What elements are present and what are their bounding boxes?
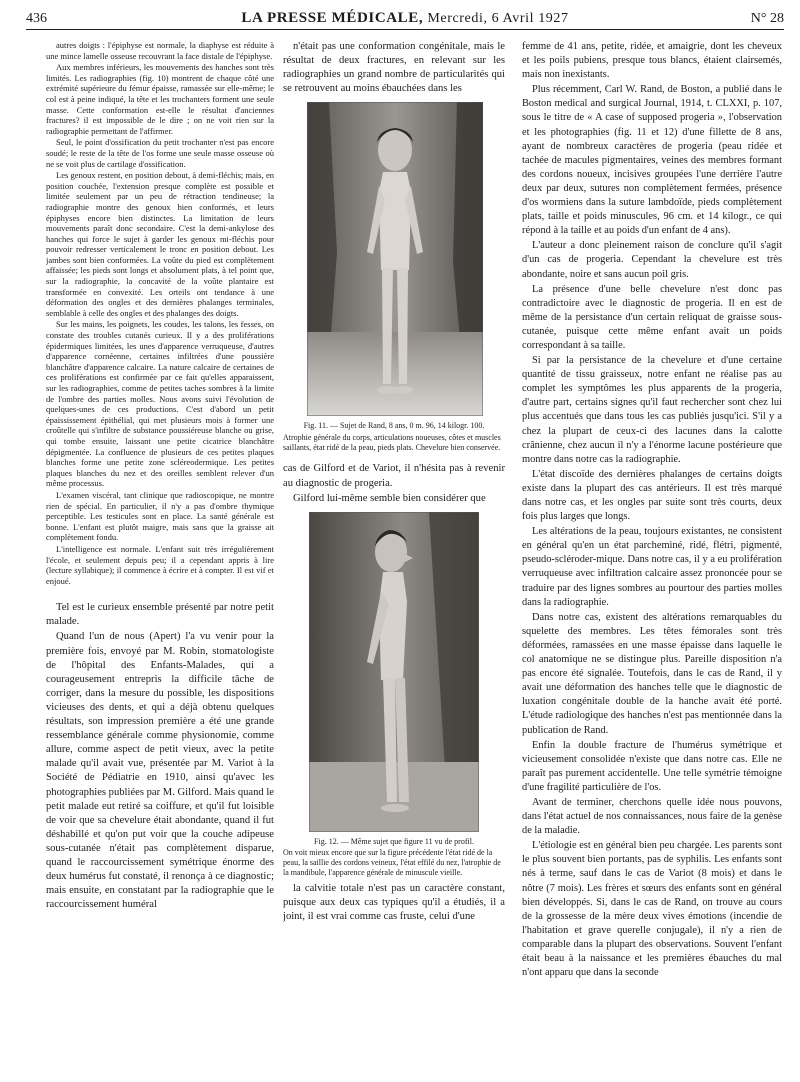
paragraph: Avant de terminer, cherchons quelle idée nous pouvons, dans l'état actuel de nos connaissances, nous faire de la genèse de la maladie. [522, 796, 782, 837]
paragraph: n'était pas une conformation congénitale, mais le résultat de deux fractures, en relevant sur les radiographies un grand nombre de particularités qui se retrouvent au moins ébauchées dans les [283, 41, 505, 95]
paragraph: Enfin la double fracture de l'humérus symétrique et vicieusement consolidée n'existe que dans notre cas. Elle ne paraît pas purement accidentelle. Une telle symétrie témoigne d'une fragilité particulière de l'os. [522, 739, 782, 793]
figure-11-description: Atrophie générale du corps, articulations noueuses, côtes et muscles saillants, état ridé de la peau, pieds plats. Chevelure bien conservée. [283, 433, 501, 452]
profile-child-photo [309, 512, 479, 832]
paragraph: Les genoux restent, en position debout, à demi-fléchis; mais, en position couchée, l'extension presque complète est possible et limitée seulement par un peu de rétraction tendineuse; la radiographie montre des genoux bien conformés, et leurs épiphyses encore bien distinctes. La limitation de leurs mouvements paraît donc secondaire. C'est la demi-ankylose des hanches qui force le sujet à garder les genoux mi-fléchis pour pouvoir redresser verticalement le tronc en position debout. Les jambes sont bien conformées. La voûte du pied est complètement affaissée; les pieds sont longs et absolument plats, à tel point que, sur la radiographie, la concavité de la voûte plantaire est transformée en convexité. Les orteils ont tendance à une déformation des ongles et des dernières phalanges terminales, semblable à celle des ongles et des phalanges des doigts. [46, 170, 274, 318]
paragraph: L'examen viscéral, tant clinique que radioscopique, ne montre rien de spécial. En particulier, il n'y a pas d'ombre thymique perceptible. Les testicules sont en place. La santé générale est bonne. L'enfant est plutôt maigre, mais sans que la graisse ait complètement fondu. [46, 489, 274, 543]
paragraph: Si par la persistance de la chevelure et d'une certaine quantité de tissu graisseux, notre enfant ne réalise pas au complet les symptômes les plus apparents de la progeria, d'autre part, certains signes qu'il faut rechercher sont chez lui plus accentués que dans tous les cas publiés jusqu'ici. S'il y a chez la plupart de ceux-ci des lacunes dans la calotte crânienne, chez aucun il n'y a l'énorme lacune postérieure que montre dans notre cas la radiographie. [522, 355, 782, 465]
figure-11-photograph [307, 102, 483, 416]
paragraph: Dans notre cas, existent des altérations remarquables du squelette des membres. Les têtes fémorales sont très déformées, ramassées en une masse épaisse dans laquelle le col anatomique ne se distingue plus. Pareille disposition n'a pas encore été signalée. Toutefois, dans le cas de Rand, il y avait une déformation des hanches telle que le diagnostic de luxation congénitale double de la hanche avait été porté. L'étude radiologique des hanches n'est pas mentionnée dans la publication de Rand. [522, 611, 782, 736]
paragraph: L'auteur a donc pleinement raison de conclure qu'il s'agit d'un cas de progeria. Cependant la chevelure est très abondante, noire et sans aucun poil gris. [522, 240, 782, 280]
paragraph: la calvitie totale n'est pas un caractère constant, puisque aux deux cas typiques qu'il a étudiés, il a joint, il est vrai comme cas fruste, celui d'une [283, 882, 505, 922]
column-right [522, 40, 782, 1070]
text-block [283, 462, 505, 505]
paragraph: Tel est le curieux ensemble présenté par notre petit malade. [46, 602, 274, 628]
paragraph: Seul, le point d'ossification du petit trochanter n'est pas encore soudé; le reste de la tête de l'os forme une seule masse osseuse où ne se voit plus de cartilage d'ossification. [46, 137, 274, 169]
column-left [46, 40, 274, 1070]
figure-12-description: On voit mieux encore que sur la figure précédente l'état ridé de la peau, la saillie des cordons veineux, l'état effilé du nez, l'atrophie de la mandibule, l'apparence générale de minuscule vieille. [283, 848, 501, 877]
paragraph: Les altérations de la peau, toujours existantes, ne consistent en général qu'en un état parcheminé, ridé, flétri, pigmenté, pseudo-scléroder-mique. Dans notre cas, il y a eu prolifération verruqueuse avec infiltration calcaire assez prononcée pour se traduire par des lignes sombres au pourtour des parties molles dans la radiographie. [522, 526, 782, 608]
paragraph: La présence d'une belle chevelure n'est donc pas contradictoire avec le diagnostic de progeria. Il en est de même de la persistance d'un certain reliquat de graisse sous-cutanée, puisque cette même enfant avait un poids correspondant à sa taille. [522, 283, 782, 351]
issue-number: N° 28 [750, 11, 784, 26]
paragraph: Sur les mains, les poignets, les coudes, les talons, les fesses, on constate des troubles cutanés curieux. Il y a des proliférations épidermiques limitées, les unes d'apparence verruqueuse, d'autres d'apparence cornéenne, certaines infiltrées d'une poussière blanchâtre d'apparence calcaire. La nature calcaire de certaines de ces proliférations est confirmée par ce fait qu'elles apparaissent, sur les radiographies, comme de petites taches sombres à la limite de l'ombre des parties molles. Nous avons suivi l'évolution de quelques-unes de ces productions. C'est d'abord un petit épaississement épithélial, qui met plusieurs mois à former une croûtelle qui s'infiltre de substance poussiéreuse blanche ou grise, qui tombe ensuite, laissant une petite cicatrice blanchâtre dépigmentée. La confluence de plusieurs de ces petites plaques blanches forme une petite zone scléreodermique. Les petites plaques blanches du nez et des oreilles semblent relever d'un même processus. [46, 319, 274, 489]
column-middle [283, 40, 505, 1070]
running-title [26, 10, 784, 27]
case-description [46, 40, 274, 586]
figure-12-photograph [309, 512, 479, 832]
paragraph: Quand l'un de nous (Apert) l'a vu venir pour la première fois, envoyé par M. Robin, stomatologiste de l'hôpital des Enfants-Malades, qui a courageusement entrepris la difficile tâche de corriger, dans la mesure du possible, les dispositions vicieuses des dents, et qui a déjà obtenu quelques résultats, son impression première a été une grande ressemblance générale comme physionomie, comme allure, comme aspect de petit vieux, avec la petite malade qu'il avait vue, présentée par M. Variot à la Société de Pédiatrie en 1910, ainsi qu'avec les photographies publiées par M. Gilford. Mais quand le petit malade eut retiré sa coiffure, et qu'il fut loisible de voir que sa chevelure était abondante, quand il fut déshabillé et qu'on put voir que la couche adipeuse sous-cutanée n'était pas complètement disparue, quand le raccourcissement symétrique énorme des deux humérus fut constaté, il renonça à ce diagnostic; mais ensuite, en constatant par la radiographie que le raccourcissement huméral [46, 631, 274, 911]
paragraph: L'état discoïde des dernières phalanges de certains doigts existe dans la plupart des cas antérieurs. Il est très marqué dans notre cas, et les ongles par suite sont très courts, deux fois plus larges que longs. [522, 468, 782, 523]
issue-date: Mercredi, 6 Avril 1927 [427, 11, 569, 26]
figure-11-title: Fig. 11. — Sujet de Rand, 8 ans, 0 m. 96, 14 kilogr. 100. [303, 421, 485, 431]
paragraph: femme de 41 ans, petite, ridée, et amaigrie, dont les cheveux et les poils pubiens, presque tous blancs, étaient clairsemés, mais non inexistants. [522, 41, 782, 81]
paragraph: L'intelligence est normale. L'enfant suit très irrégulièrement l'école, et seulement depuis peu; il a cependant appris à lire (lecture syllabique); il commence à écrire et à compter. Il est vif et enjoué. [46, 543, 274, 586]
paragraph: autres doigts : l'épiphyse est normale, la diaphyse est réduite à une mince lamelle osseuse recouvrant la face distale de l'épiphyse. [46, 40, 274, 61]
paragraph: L'étiologie est en général bien peu chargée. Les parents sont le plus souvent bien portants, pas de syphilis. Les enfants sont nés à terme, sauf dans le cas de Variot (8 mois) et dans le nôtre (7 mois). Les frères et sœurs des enfants sont en général bien développés. Si, dans le cas de Rand, on trouve au cours de la grossesse de la mère deux vives émotions (incendie de l'habitation et grave querelle conjugale), il n'y a rien de comparable dans la plupart des observations. Souvent l'enfant était beau à la naissance et les premières ébauches du mal n'ont apparu que dans la seconde [522, 840, 782, 979]
paragraph: cas de Gilford et de Variot, il n'hésita pas à revenir au diagnostic de progeria. [283, 463, 505, 489]
figure-12-title: Fig. 12. — Même sujet que figure 11 vu de profil. [314, 836, 474, 846]
page-header [26, 8, 784, 30]
paragraph: Aux membres inférieurs, les mouvements des hanches sont très limités. Les radiographies (fig. 10) montrent de chaque côté une extrémité supérieure du fémur épaisse, ramassée sur elle-même; le col est à peine indiqué, la tête et les trochanters forment une seule masse. Cette conformation est-elle le résultat d'anciennes fractures? il est impossible de le dire ; on ne voit rien sur la radiographie permettant de l'affirmer. [46, 62, 274, 136]
standing-child-photo [307, 102, 483, 416]
figure-11-caption [283, 421, 505, 452]
page-number: 436 [26, 11, 47, 26]
paragraph: Plus récemment, Carl W. Rand, de Boston, a publié dans le Boston medical and surgical Journal, 1914, t. CLXXI, p. 107, sous le titre de « A case of supposed progeria », l'observation et les photographies (fig. 11 et 12) d'une fillette de 8 ans, ayant de nombreux caractères de progeria (peau ridée et tachée de macules pigmentaires, veines des membres formant des cordons noueux, incisives groupées l'une derrière l'autre deux par deux, sutures non complètement fermées, présence d'os wormiens dans la suture lambdoïde, pieds complètement plats, taille et poids minuscules, 96 cm. et 14 kilogr., ce qui répond à la taille et au poids d'un enfant de 4 ans). [522, 84, 782, 237]
discussion [46, 601, 274, 912]
paragraph: Gilford lui-même semble bien considérer que [293, 492, 486, 504]
figure-12-caption [283, 837, 505, 878]
journal-title: LA PRESSE MÉDICALE, [241, 10, 424, 26]
